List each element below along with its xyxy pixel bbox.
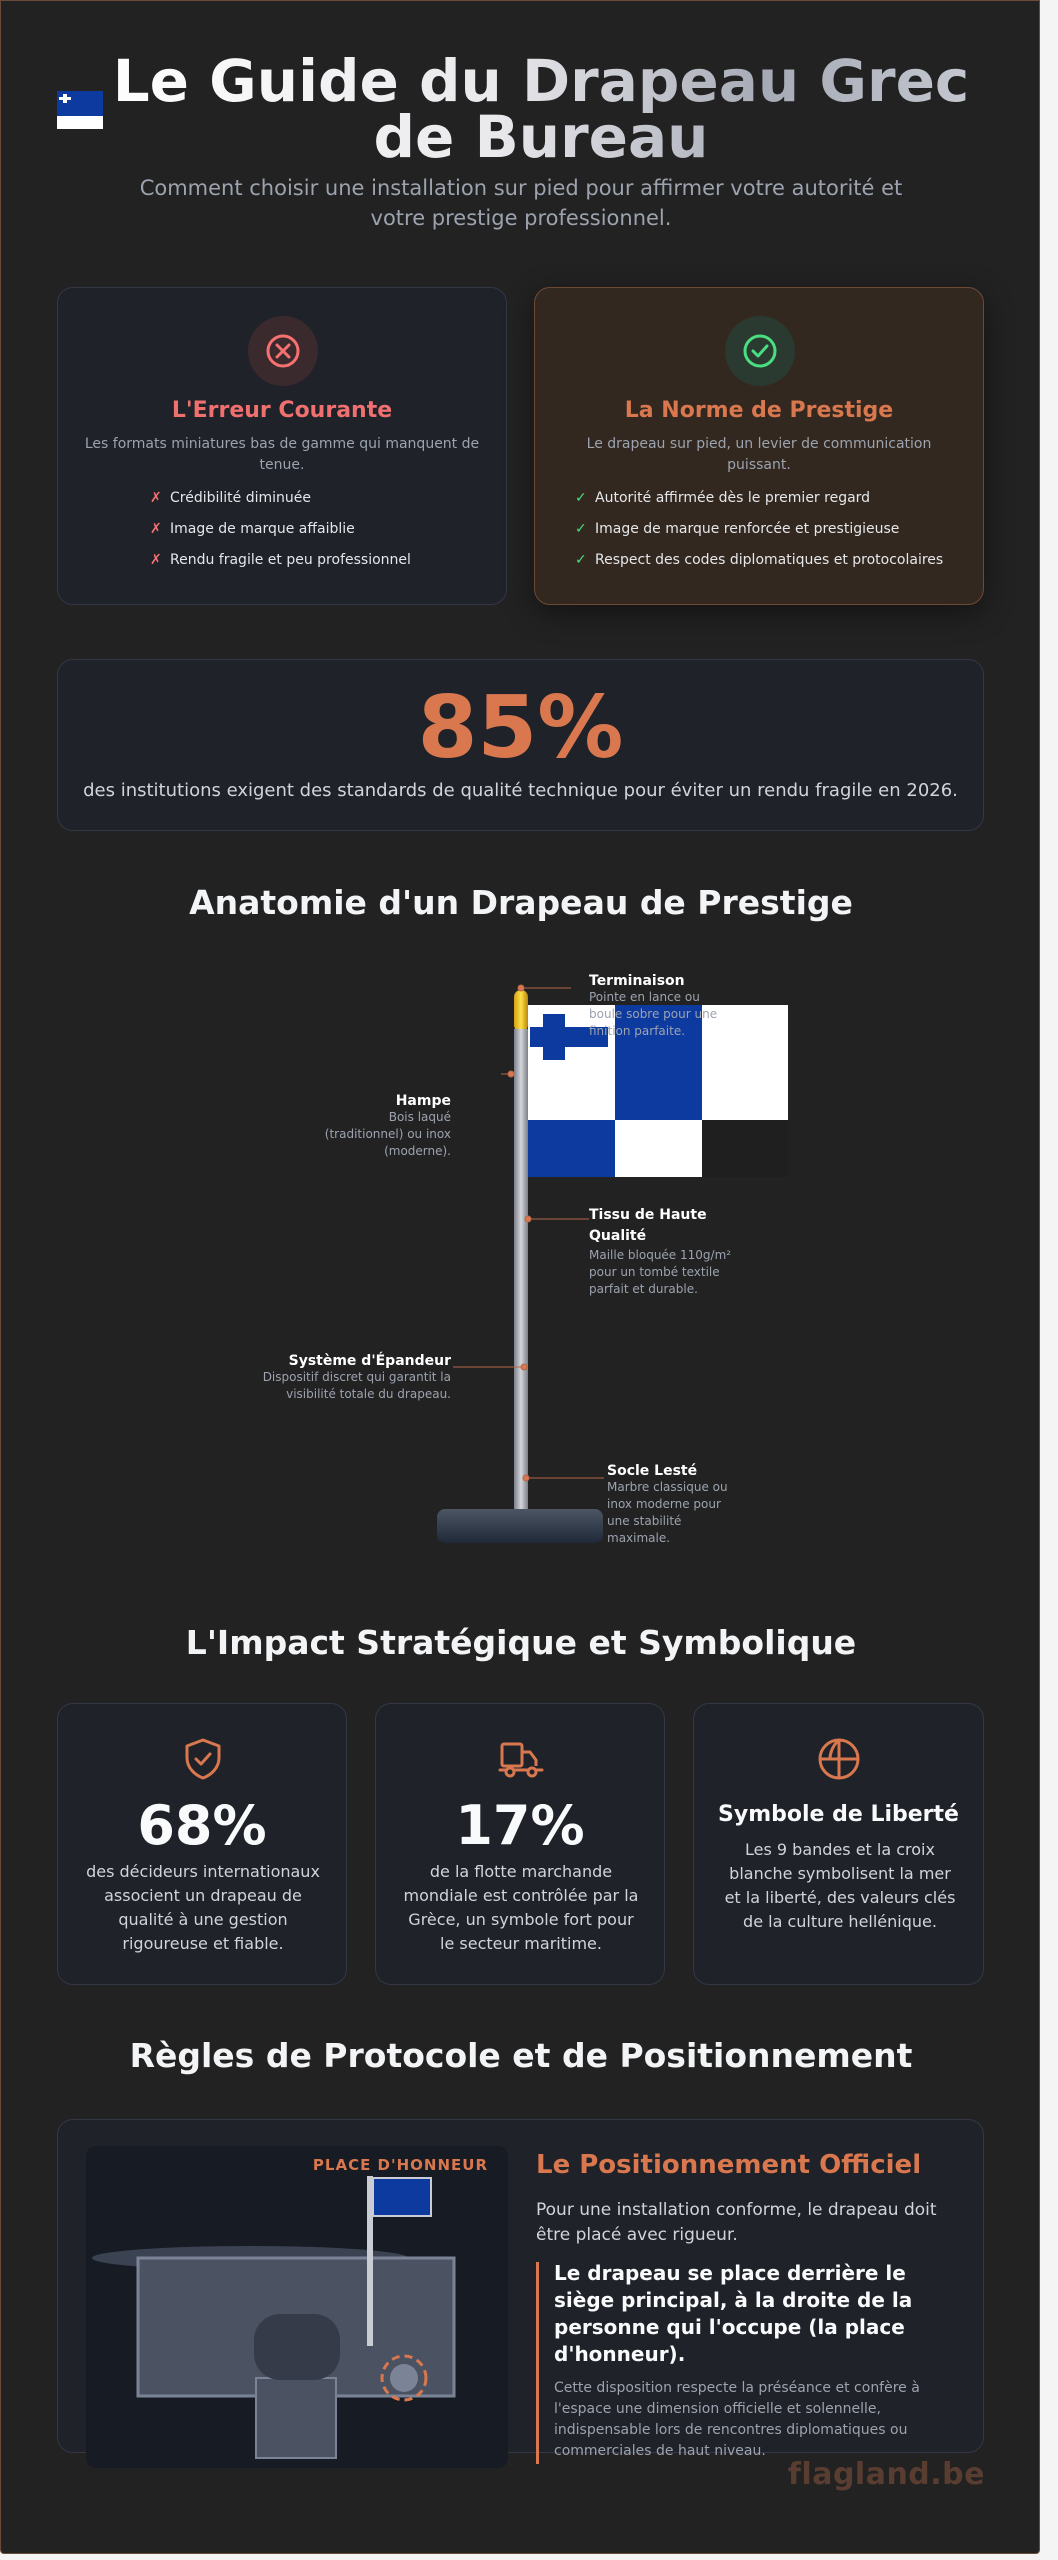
protocol-card (57, 2119, 984, 2459)
impact-text: Les 9 bandes et la croix blanche symbolisent la mer et la liberté, des valeurs clés de la culture hellénique. (724, 1840, 956, 1931)
impact-card (375, 1703, 665, 1985)
flag-pole (514, 1029, 528, 1511)
chair-seat (256, 2378, 336, 2458)
impact-value: 17% (455, 1794, 585, 1857)
check-icon: ✓ (575, 521, 587, 537)
impact-text: des décideurs internationaux associent un drapeau de qualité à une gestion rigoureuse et fiable. (86, 1862, 320, 1953)
list-item: ✓ Respect des codes diplomatiques et protocolaires (575, 552, 944, 568)
list-item: ✗ Rendu fragile et peu professionnel (150, 552, 411, 568)
label-hampe: Hampe Bois laqué (traditionnel) ou inox (moderne). (324, 1093, 451, 1158)
protocol-title: Règles de Protocole et de Positionnement (129, 2036, 913, 2075)
impact-card (57, 1703, 347, 1985)
card-title: La Norme de Prestige (624, 398, 894, 423)
impact-title: L'Impact Stratégique et Symbolique (185, 1623, 857, 1662)
globe-icon (816, 1736, 862, 1786)
place-of-honour-label: PLACE D'HONNEUR (312, 2156, 488, 2174)
card-description: Les formats miniatures bas de gamme qui manquent de tenue. (84, 436, 480, 473)
list-item: ✓ Image de marque renforcée et prestigieuse (575, 521, 900, 537)
shield-check-icon (180, 1736, 226, 1786)
page-subtitle: Comment choisir une installation sur pied pour affirmer votre autorité et votre prestige professionnel. (139, 176, 903, 230)
prestige-standard-card (534, 287, 984, 605)
list-item: ✓ Autorité affirmée dès le premier regard (575, 490, 871, 506)
common-mistake-card (57, 287, 507, 605)
list-item: ✗ Image de marque affaiblie (150, 521, 355, 537)
page-title: Le Guide du Drapeau Grec de Bureau (91, 53, 991, 165)
flag-cloth (373, 2178, 431, 2216)
cross-icon: ✗ (150, 490, 162, 506)
label-tissu: Tissu de Haute Qualité Maille bloquée 110g/m² pour un tombé textile parfait et durable. (589, 1207, 732, 1296)
cross-icon: ✗ (150, 552, 162, 568)
office-illustration (86, 2146, 508, 2468)
finial (514, 990, 528, 1032)
impact-heading: Symbole de Liberté (718, 1802, 959, 1827)
label-terminaison: Terminaison Pointe en lance ou boule sobre pour une finition parfaite. (589, 973, 718, 1038)
x-circle-icon (248, 316, 318, 386)
protocol-card-title: Le Positionnement Officiel (536, 2150, 922, 2180)
impact-text: de la flotte marchande mondiale est contrôlée par la Grèce, un symbole fort pour le secteur maritime. (403, 1862, 639, 1953)
card-title: L'Erreur Courante (171, 398, 393, 423)
anatomy-title: Anatomie d'un Drapeau de Prestige (189, 883, 853, 922)
rule-accent-bar (536, 2262, 539, 2464)
cross-icon: ✗ (150, 521, 162, 537)
label-socle: Socle Lesté Marbre classique ou inox moderne pour une stabilité maximale. (607, 1463, 728, 1545)
list-item: ✗ Crédibilité diminuée (150, 490, 311, 506)
stat-card (57, 659, 984, 831)
check-circle-icon (725, 316, 795, 386)
check-icon: ✓ (575, 552, 587, 568)
ship-icon (496, 1736, 546, 1786)
weighted-base (437, 1509, 603, 1543)
impact-value: 68% (137, 1794, 267, 1857)
protocol-intro: Pour une installation conforme, le drapeau doit être placé avec rigueur. (536, 2200, 937, 2245)
brand-logo: flagland.be (787, 2457, 985, 2492)
stat-value: 85% (417, 678, 624, 778)
protocol-rule: Le drapeau se place derrière le siège principal, à la droite de la personne qui l'occupe (la place d'honneur). (554, 2261, 913, 2366)
stat-text: des institutions exigent des standards de qualité technique pour éviter un rendu fragile en 2026. (83, 780, 958, 801)
card-description: Le drapeau sur pied, un levier de communication puissant. (586, 436, 932, 473)
check-icon: ✓ (575, 490, 587, 506)
impact-card (693, 1703, 984, 1985)
protocol-note: Cette disposition respecte la préséance et confère à l'espace une dimension officielle et solennelle, indispensable lors de rencontres diplomatiques ou commerciales de haut niveau. (554, 2380, 920, 2459)
chair-back (254, 2314, 340, 2380)
label-epandeur: Système d'Épandeur Dispositif discret qui garantit la visibilité totale du drapeau. (262, 1353, 451, 1401)
